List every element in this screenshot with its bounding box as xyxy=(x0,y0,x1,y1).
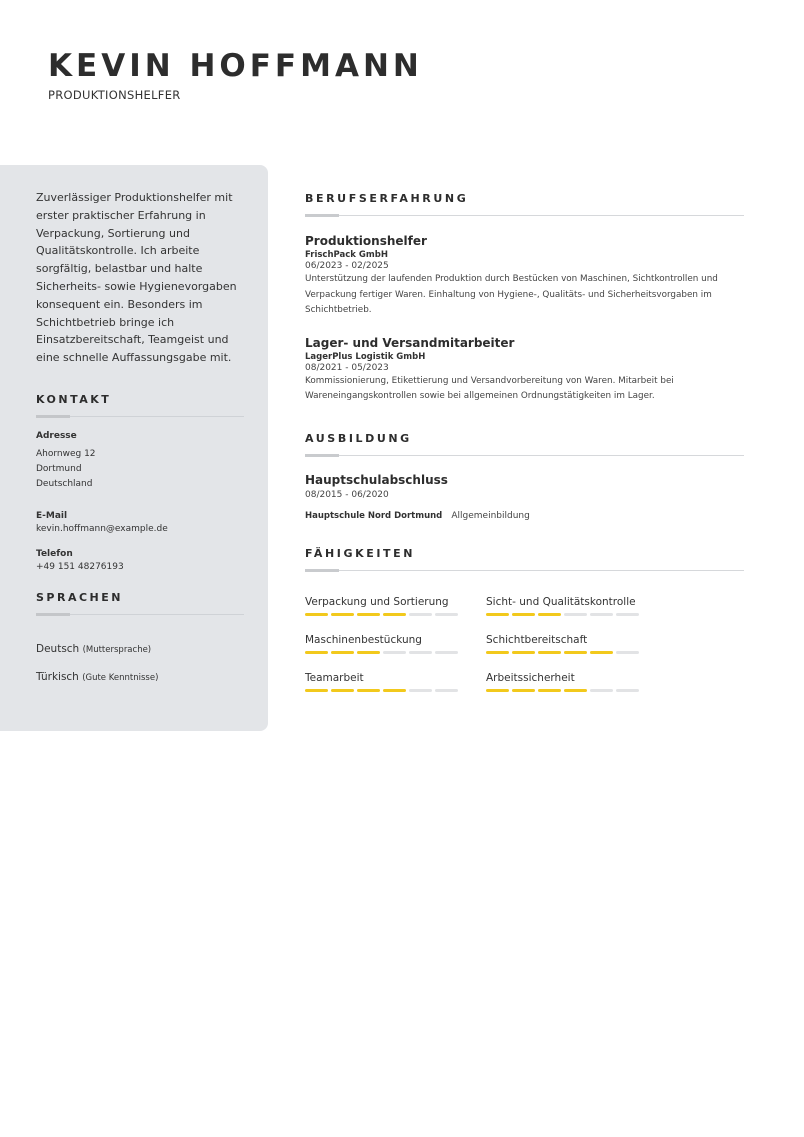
language-item xyxy=(36,643,244,655)
resume-header xyxy=(48,48,423,102)
skill-segment-filled xyxy=(486,613,509,616)
education-section xyxy=(305,432,744,522)
candidate-role: PRODUKTIONSHELFER xyxy=(48,88,181,102)
skills-grid xyxy=(305,596,744,710)
skill-segment-empty xyxy=(564,613,587,616)
skill-item xyxy=(486,596,667,634)
skill-item xyxy=(305,672,486,710)
address-label: Adresse xyxy=(36,430,77,441)
skill-meter xyxy=(486,651,667,654)
candidate-name: KEVIN HOFFMANN xyxy=(48,48,423,84)
job-entry xyxy=(305,336,744,405)
skill-name: Arbeitssicherheit xyxy=(486,671,575,684)
phone-label: Telefon xyxy=(36,548,73,559)
skill-segment-filled xyxy=(305,689,328,692)
address-line: Ahornweg 12 xyxy=(36,448,96,459)
skill-name: Schichtbereitschaft xyxy=(486,633,588,646)
education-heading: AUSBILDUNG xyxy=(305,431,412,445)
profile-summary: Zuverlässiger Produktionshelfer mit erster praktischer Erfahrung in Verpackung, Sortierung und Qualitätskontrolle. Ich arbeite sorgfältig, belastbar und halte Sicherheits- sowie Hygienevorgaben konsequent ein. Besonders im Schichtbetrieb bringe ich Einsatzbereitschaft, Teamgeist und eine schnelle Auffassungsgabe mit. xyxy=(36,191,237,365)
skill-segment-empty xyxy=(409,613,432,616)
job-description: Unterstützung der laufenden Produktion durch Bestücken von Maschinen, Sichtkontrollen und Verpackung fertiger Waren. Einhaltung von Hygiene-, Qualitäts- und Sicherheitsvorgaben im Schichtbetrieb. xyxy=(305,274,718,315)
experience-section xyxy=(305,192,744,405)
skill-segment-filled xyxy=(383,613,406,616)
skill-segment-empty xyxy=(383,651,406,654)
education-entry xyxy=(305,473,744,522)
languages-heading: SPRACHEN xyxy=(36,590,123,604)
school-focus: Allgemeinbildung xyxy=(451,510,530,521)
skill-item xyxy=(486,634,667,672)
main-content xyxy=(305,192,744,710)
skill-name: Teamarbeit xyxy=(305,671,364,684)
job-entry xyxy=(305,234,744,319)
skill-segment-filled xyxy=(357,613,380,616)
skill-segment-filled xyxy=(486,689,509,692)
contact-heading: KONTAKT xyxy=(36,392,112,406)
job-dates: 06/2023 - 02/2025 xyxy=(305,261,389,271)
skill-segment-empty xyxy=(409,689,432,692)
contact-divider xyxy=(36,415,244,417)
skill-segment-filled xyxy=(357,651,380,654)
skill-segment-empty xyxy=(590,613,613,616)
skills-section xyxy=(305,547,744,710)
contact-section xyxy=(36,393,244,575)
language-level: (Gute Kenntnisse) xyxy=(82,672,159,683)
skill-segment-empty xyxy=(435,613,458,616)
skill-segment-filled xyxy=(512,689,535,692)
language-name: Türkisch xyxy=(36,670,79,683)
job-description: Kommissionierung, Etikettierung und Versandvorbereitung von Waren. Mitarbeit bei Wareneingangskontrollen sowie bei allgemeinen Ordnungstätigkeiten im Lager. xyxy=(305,375,674,401)
skill-meter xyxy=(305,651,486,654)
experience-divider xyxy=(305,214,744,217)
skill-segment-filled xyxy=(538,651,561,654)
skill-segment-filled xyxy=(331,689,354,692)
job-dates: 08/2021 - 05/2023 xyxy=(305,362,389,373)
skill-meter xyxy=(305,613,486,616)
language-name: Deutsch xyxy=(36,642,80,655)
languages-divider xyxy=(36,613,244,615)
skill-segment-empty xyxy=(616,651,639,654)
skill-segment-filled xyxy=(305,651,328,654)
address-line: Deutschland xyxy=(36,478,93,489)
skill-segment-filled xyxy=(564,651,587,654)
address-block xyxy=(36,447,244,492)
skill-segment-filled xyxy=(383,689,406,692)
skill-segment-filled xyxy=(538,689,561,692)
skill-segment-empty xyxy=(616,613,639,616)
skills-divider xyxy=(305,569,744,572)
school-line xyxy=(305,503,744,522)
skill-segment-filled xyxy=(564,689,587,692)
skill-segment-filled xyxy=(331,613,354,616)
school-name: Hauptschule Nord Dortmund xyxy=(305,510,443,521)
skill-segment-filled xyxy=(590,651,613,654)
skill-segment-filled xyxy=(512,613,535,616)
language-item xyxy=(36,671,244,683)
job-title: Produktionshelfer xyxy=(305,234,427,248)
languages-section xyxy=(36,591,244,683)
email-value[interactable]: kevin.hoffmann@example.de xyxy=(36,523,168,534)
skill-name: Maschinenbestückung xyxy=(305,633,422,646)
skill-segment-filled xyxy=(331,651,354,654)
skill-segment-empty xyxy=(409,651,432,654)
skill-item xyxy=(305,596,486,634)
phone-value[interactable]: +49 151 48276193 xyxy=(36,561,124,572)
job-title: Lager- und Versandmitarbeiter xyxy=(305,335,515,350)
language-level: (Muttersprache) xyxy=(82,644,152,655)
job-company: FrischPack GmbH xyxy=(305,250,388,260)
skill-segment-filled xyxy=(538,613,561,616)
email-label: E-Mail xyxy=(36,510,68,521)
experience-heading: BERUFSERFAHRUNG xyxy=(305,192,469,205)
skill-item xyxy=(486,672,667,710)
skill-segment-filled xyxy=(486,651,509,654)
address-line: Dortmund xyxy=(36,463,82,474)
skill-segment-empty xyxy=(590,689,613,692)
education-dates: 08/2015 - 06/2020 xyxy=(305,489,389,500)
skill-meter xyxy=(305,689,486,692)
job-company: LagerPlus Logistik GmbH xyxy=(305,351,426,362)
skill-name: Verpackung und Sortierung xyxy=(305,595,449,608)
skill-name: Sicht- und Qualitätskontrolle xyxy=(486,595,636,608)
skill-segment-filled xyxy=(305,613,328,616)
degree-title: Hauptschulabschluss xyxy=(305,472,448,487)
education-divider xyxy=(305,454,744,457)
skill-segment-filled xyxy=(512,651,535,654)
skills-heading: FÄHIGKEITEN xyxy=(305,546,416,560)
skill-item xyxy=(305,634,486,672)
sidebar xyxy=(0,165,268,731)
skill-segment-filled xyxy=(357,689,380,692)
skill-segment-empty xyxy=(616,689,639,692)
skill-segment-empty xyxy=(435,689,458,692)
skill-meter xyxy=(486,689,667,692)
skill-meter xyxy=(486,613,667,616)
skill-segment-empty xyxy=(435,651,458,654)
